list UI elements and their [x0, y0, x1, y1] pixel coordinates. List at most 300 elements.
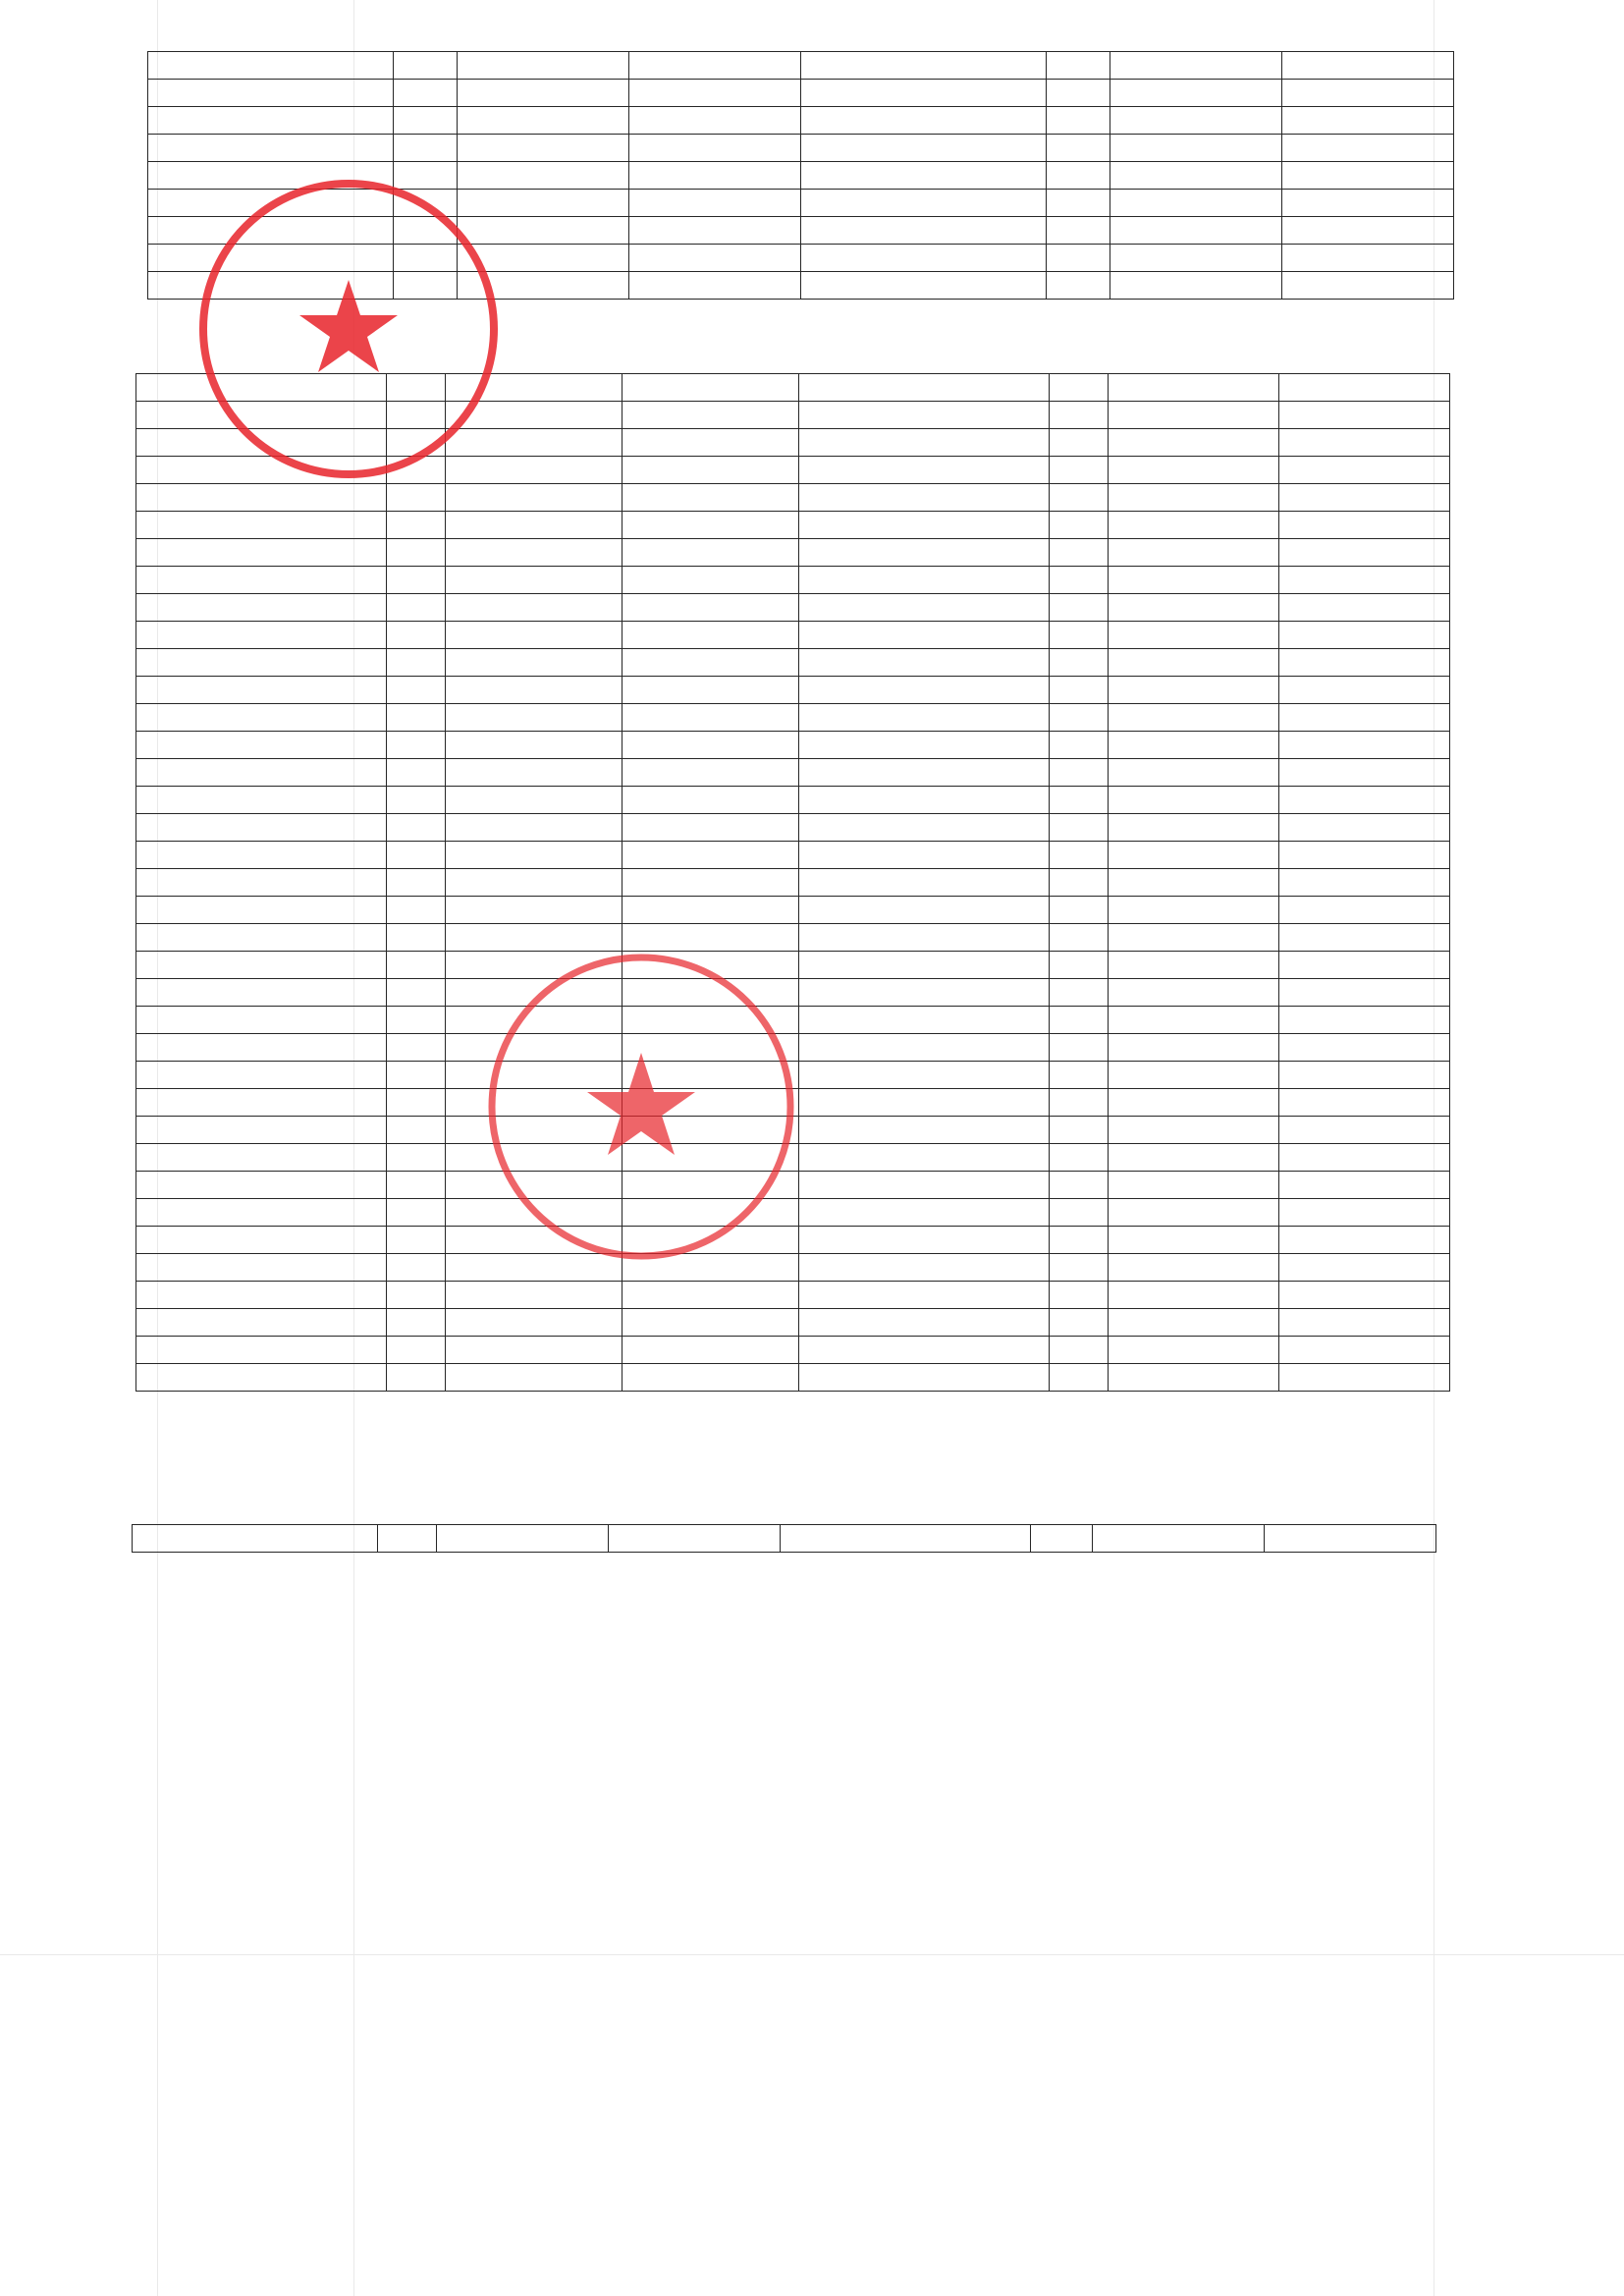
- current-amount: [446, 1117, 623, 1144]
- row-item-label: [136, 677, 387, 704]
- current-amount: [446, 1199, 623, 1227]
- ytd-amount: [1282, 52, 1454, 80]
- row-item-label: [148, 272, 394, 300]
- current-amount: [1109, 1199, 1279, 1227]
- current-amount: [446, 1007, 623, 1034]
- column-header: [609, 1525, 781, 1553]
- table-row: [148, 190, 1454, 217]
- current-amount: [1109, 1089, 1279, 1117]
- row-item-label: [136, 1034, 387, 1062]
- table-row: [136, 732, 1450, 759]
- ytd-amount: [623, 567, 799, 594]
- row-seq-number: [394, 190, 458, 217]
- ytd-amount: [1279, 787, 1450, 814]
- current-amount: [446, 1254, 623, 1282]
- row-seq-number: [387, 1282, 446, 1309]
- row-seq-number: [394, 245, 458, 272]
- ytd-amount: [623, 869, 799, 897]
- current-amount: [1109, 402, 1279, 429]
- current-amount: [1109, 594, 1279, 622]
- current-amount: [1109, 1034, 1279, 1062]
- row-seq-number: [1050, 429, 1109, 457]
- table-row: [136, 1254, 1450, 1282]
- current-amount: [1109, 567, 1279, 594]
- row-seq-number: [1050, 759, 1109, 787]
- current-amount: [1109, 649, 1279, 677]
- column-header: [799, 374, 1050, 402]
- ytd-amount: [623, 759, 799, 787]
- row-item-label: [801, 80, 1047, 107]
- row-seq-number: [1050, 594, 1109, 622]
- current-amount: [446, 594, 623, 622]
- table-row: [136, 484, 1450, 512]
- current-amount: [1109, 539, 1279, 567]
- ytd-amount: [1282, 80, 1454, 107]
- row-item-label: [136, 622, 387, 649]
- ytd-amount: [623, 1227, 799, 1254]
- row-seq-number: [394, 107, 458, 135]
- table-row: [148, 80, 1454, 107]
- table-row: [136, 677, 1450, 704]
- current-amount: [446, 1227, 623, 1254]
- column-header: [781, 1525, 1031, 1553]
- table-row: [136, 622, 1450, 649]
- current-amount: [1110, 217, 1282, 245]
- ytd-amount: [1279, 732, 1450, 759]
- row-seq-number: [1050, 1227, 1109, 1254]
- row-item-label: [799, 402, 1050, 429]
- current-amount: [446, 1337, 623, 1364]
- table-row: [136, 979, 1450, 1007]
- current-amount: [458, 190, 629, 217]
- row-seq-number: [387, 567, 446, 594]
- table-row: [136, 814, 1450, 842]
- current-amount: [1109, 1309, 1279, 1337]
- ytd-amount: [623, 1282, 799, 1309]
- current-amount: [1109, 952, 1279, 979]
- row-seq-number: [1050, 952, 1109, 979]
- ytd-amount: [623, 1254, 799, 1282]
- row-item-label: [799, 704, 1050, 732]
- row-item-label: [136, 759, 387, 787]
- row-seq-number: [387, 1007, 446, 1034]
- ytd-amount: [623, 1199, 799, 1227]
- ytd-amount: [1279, 897, 1450, 924]
- ytd-amount: [1282, 272, 1454, 300]
- row-item-label: [801, 107, 1047, 135]
- current-amount: [1109, 512, 1279, 539]
- row-seq-number: [394, 162, 458, 190]
- row-seq-number: [387, 594, 446, 622]
- current-amount: [458, 272, 629, 300]
- ytd-amount: [623, 677, 799, 704]
- current-amount: [1109, 814, 1279, 842]
- column-header: [1279, 374, 1450, 402]
- row-item-label: [136, 924, 387, 952]
- row-item-label: [801, 162, 1047, 190]
- current-amount: [1109, 924, 1279, 952]
- row-seq-number: [1050, 622, 1109, 649]
- row-seq-number: [1050, 1034, 1109, 1062]
- current-amount: [458, 107, 629, 135]
- row-seq-number: [1050, 1117, 1109, 1144]
- column-header: [1109, 374, 1279, 402]
- row-item-label: [799, 622, 1050, 649]
- row-seq-number: [387, 1062, 446, 1089]
- ytd-amount: [623, 594, 799, 622]
- row-item-label: [799, 429, 1050, 457]
- column-header: [446, 374, 623, 402]
- ytd-amount: [1279, 1089, 1450, 1117]
- column-header: [1093, 1525, 1265, 1553]
- row-item-label: [148, 162, 394, 190]
- row-item-label: [799, 1364, 1050, 1392]
- row-item-label: [136, 952, 387, 979]
- current-amount: [1109, 1254, 1279, 1282]
- ytd-amount: [1282, 190, 1454, 217]
- row-item-label: [148, 245, 394, 272]
- row-seq-number: [1047, 52, 1110, 80]
- row-item-label: [799, 924, 1050, 952]
- row-seq-number: [387, 924, 446, 952]
- table-row: [136, 594, 1450, 622]
- row-item-label: [801, 135, 1047, 162]
- row-seq-number: [1050, 869, 1109, 897]
- current-amount: [1109, 677, 1279, 704]
- table-row: [148, 107, 1454, 135]
- ytd-amount: [1282, 245, 1454, 272]
- table-body: [136, 402, 1450, 1392]
- row-seq-number: [1050, 842, 1109, 869]
- table-row: [136, 897, 1450, 924]
- ytd-amount: [1279, 1199, 1450, 1227]
- row-seq-number: [1050, 787, 1109, 814]
- row-item-label: [799, 649, 1050, 677]
- row-item-label: [799, 1337, 1050, 1364]
- table-row: [148, 52, 1454, 80]
- row-item-label: [136, 704, 387, 732]
- row-seq-number: [387, 1199, 446, 1227]
- current-amount: [1109, 1117, 1279, 1144]
- ytd-amount: [1279, 594, 1450, 622]
- row-seq-number: [1050, 1254, 1109, 1282]
- ytd-amount: [623, 1309, 799, 1337]
- row-seq-number: [1047, 217, 1110, 245]
- column-header: [378, 1525, 437, 1553]
- row-seq-number: [387, 622, 446, 649]
- ytd-amount: [623, 1337, 799, 1364]
- current-amount: [446, 704, 623, 732]
- current-amount: [1109, 457, 1279, 484]
- current-amount: [1109, 622, 1279, 649]
- current-amount: [458, 217, 629, 245]
- row-seq-number: [1050, 704, 1109, 732]
- row-seq-number: [1047, 135, 1110, 162]
- current-amount: [1109, 1227, 1279, 1254]
- current-amount: [446, 869, 623, 897]
- ytd-amount: [1282, 107, 1454, 135]
- row-item-label: [136, 842, 387, 869]
- row-seq-number: [1047, 272, 1110, 300]
- ytd-amount: [629, 52, 801, 80]
- current-amount: [446, 759, 623, 787]
- row-item-label: [799, 1007, 1050, 1034]
- row-item-label: [799, 539, 1050, 567]
- current-amount: [446, 1364, 623, 1392]
- row-item-label: [148, 217, 394, 245]
- row-seq-number: [1047, 80, 1110, 107]
- ytd-amount: [629, 80, 801, 107]
- current-amount: [446, 1282, 623, 1309]
- row-seq-number: [387, 1337, 446, 1364]
- row-seq-number: [1050, 1062, 1109, 1089]
- current-amount: [1110, 245, 1282, 272]
- row-item-label: [136, 429, 387, 457]
- ytd-amount: [623, 402, 799, 429]
- row-item-label: [136, 1199, 387, 1227]
- ytd-amount: [623, 924, 799, 952]
- table-row: [136, 924, 1450, 952]
- row-seq-number: [1050, 979, 1109, 1007]
- row-item-label: [799, 952, 1050, 979]
- ytd-amount: [1282, 162, 1454, 190]
- ytd-amount: [1279, 1117, 1450, 1144]
- ytd-amount: [1279, 1337, 1450, 1364]
- row-seq-number: [387, 979, 446, 1007]
- current-amount: [446, 539, 623, 567]
- row-item-label: [136, 1007, 387, 1034]
- ytd-amount: [623, 814, 799, 842]
- row-item-label: [799, 1227, 1050, 1254]
- ytd-amount: [1279, 952, 1450, 979]
- current-amount: [446, 1034, 623, 1062]
- row-item-label: [136, 539, 387, 567]
- ytd-amount: [1279, 1282, 1450, 1309]
- table-section-1: [147, 51, 1454, 300]
- ytd-amount: [623, 539, 799, 567]
- row-item-label: [801, 190, 1047, 217]
- row-seq-number: [387, 1172, 446, 1199]
- row-item-label: [136, 1254, 387, 1282]
- row-item-label: [799, 484, 1050, 512]
- row-seq-number: [1047, 162, 1110, 190]
- row-item-label: [136, 1337, 387, 1364]
- row-seq-number: [387, 1089, 446, 1117]
- table-row: [136, 1364, 1450, 1392]
- row-item-label: [799, 567, 1050, 594]
- row-seq-number: [387, 814, 446, 842]
- row-seq-number: [387, 539, 446, 567]
- table-row: [136, 1034, 1450, 1062]
- current-amount: [446, 842, 623, 869]
- row-item-label: [799, 1282, 1050, 1309]
- table-row: [136, 1144, 1450, 1172]
- current-amount: [458, 52, 629, 80]
- row-seq-number: [387, 1364, 446, 1392]
- table-row: [136, 1282, 1450, 1309]
- row-item-label: [136, 1117, 387, 1144]
- ytd-amount: [1279, 1364, 1450, 1392]
- current-amount: [446, 512, 623, 539]
- row-item-label: [801, 217, 1047, 245]
- table-row: [136, 1089, 1450, 1117]
- table-row: [148, 217, 1454, 245]
- row-item-label: [799, 979, 1050, 1007]
- row-item-label: [799, 1199, 1050, 1227]
- ytd-amount: [623, 457, 799, 484]
- table-row: [136, 402, 1450, 429]
- row-item-label: [799, 1172, 1050, 1199]
- current-amount: [446, 732, 623, 759]
- row-item-label: [136, 567, 387, 594]
- row-seq-number: [1050, 402, 1109, 429]
- ytd-amount: [623, 979, 799, 1007]
- row-seq-number: [1050, 1089, 1109, 1117]
- row-item-label: [799, 814, 1050, 842]
- table-row: [136, 1062, 1450, 1089]
- column-header: [1265, 1525, 1436, 1553]
- row-seq-number: [387, 897, 446, 924]
- current-amount: [1109, 979, 1279, 1007]
- ytd-amount: [1279, 1034, 1450, 1062]
- row-seq-number: [394, 52, 458, 80]
- ytd-amount: [623, 429, 799, 457]
- row-seq-number: [1047, 107, 1110, 135]
- current-amount: [1109, 1364, 1279, 1392]
- row-seq-number: [387, 1309, 446, 1337]
- current-amount: [446, 567, 623, 594]
- row-item-label: [799, 1144, 1050, 1172]
- row-seq-number: [394, 135, 458, 162]
- ytd-amount: [629, 217, 801, 245]
- current-amount: [1110, 80, 1282, 107]
- ytd-amount: [1279, 1309, 1450, 1337]
- row-item-label: [799, 1254, 1050, 1282]
- row-seq-number: [1050, 457, 1109, 484]
- row-item-label: [136, 484, 387, 512]
- current-amount: [446, 897, 623, 924]
- row-seq-number: [387, 1144, 446, 1172]
- row-item-label: [799, 897, 1050, 924]
- row-seq-number: [1050, 897, 1109, 924]
- table-row: [136, 649, 1450, 677]
- table-header-row: [133, 1525, 1436, 1553]
- row-item-label: [148, 80, 394, 107]
- table-row: [136, 1309, 1450, 1337]
- row-item-label: [136, 1364, 387, 1392]
- current-amount: [1109, 732, 1279, 759]
- current-amount: [446, 1144, 623, 1172]
- row-item-label: [801, 52, 1047, 80]
- current-amount: [1110, 272, 1282, 300]
- row-seq-number: [1050, 539, 1109, 567]
- row-item-label: [799, 512, 1050, 539]
- row-seq-number: [1050, 924, 1109, 952]
- table-row: [136, 567, 1450, 594]
- ytd-amount: [1279, 814, 1450, 842]
- current-amount: [446, 814, 623, 842]
- current-amount: [446, 952, 623, 979]
- table-row: [136, 1007, 1450, 1034]
- table-row: [148, 162, 1454, 190]
- current-amount: [1109, 787, 1279, 814]
- row-seq-number: [394, 217, 458, 245]
- row-item-label: [136, 869, 387, 897]
- current-amount: [458, 135, 629, 162]
- table-section-2: [135, 373, 1450, 1392]
- current-amount: [446, 622, 623, 649]
- row-item-label: [799, 732, 1050, 759]
- current-amount: [446, 402, 623, 429]
- ytd-amount: [1279, 1062, 1450, 1089]
- table-row: [136, 1199, 1450, 1227]
- row-seq-number: [1047, 190, 1110, 217]
- row-item-label: [136, 1172, 387, 1199]
- current-amount: [1109, 1062, 1279, 1089]
- current-amount: [1109, 429, 1279, 457]
- column-header: [387, 374, 446, 402]
- row-seq-number: [387, 402, 446, 429]
- row-item-label: [136, 1227, 387, 1254]
- ytd-amount: [623, 952, 799, 979]
- row-item-label: [148, 135, 394, 162]
- ytd-amount: [1279, 759, 1450, 787]
- row-seq-number: [1050, 1007, 1109, 1034]
- ytd-amount: [1279, 677, 1450, 704]
- row-item-label: [801, 245, 1047, 272]
- ytd-amount: [1279, 1007, 1450, 1034]
- ytd-amount: [623, 1034, 799, 1062]
- row-item-label: [799, 842, 1050, 869]
- ytd-amount: [623, 1117, 799, 1144]
- table-row: [136, 539, 1450, 567]
- ytd-amount: [629, 190, 801, 217]
- current-amount: [446, 649, 623, 677]
- table-row: [136, 869, 1450, 897]
- row-seq-number: [387, 1117, 446, 1144]
- table-row: [136, 1172, 1450, 1199]
- current-amount: [446, 924, 623, 952]
- row-seq-number: [387, 759, 446, 787]
- ytd-amount: [1279, 1227, 1450, 1254]
- row-item-label: [136, 1282, 387, 1309]
- current-amount: [446, 787, 623, 814]
- current-amount: [446, 677, 623, 704]
- ytd-amount: [629, 107, 801, 135]
- ytd-amount: [1279, 484, 1450, 512]
- row-item-label: [799, 1089, 1050, 1117]
- row-item-label: [799, 1062, 1050, 1089]
- ytd-amount: [623, 1062, 799, 1089]
- ytd-amount: [1279, 429, 1450, 457]
- row-seq-number: [1050, 1199, 1109, 1227]
- row-seq-number: [1050, 1364, 1109, 1392]
- row-item-label: [136, 1062, 387, 1089]
- ytd-amount: [623, 704, 799, 732]
- table-row: [136, 952, 1450, 979]
- row-item-label: [136, 732, 387, 759]
- ytd-amount: [623, 484, 799, 512]
- current-amount: [1110, 107, 1282, 135]
- column-header: [1031, 1525, 1093, 1553]
- row-seq-number: [1050, 1144, 1109, 1172]
- table-row: [148, 135, 1454, 162]
- table-row: [136, 759, 1450, 787]
- row-item-label: [799, 787, 1050, 814]
- row-seq-number: [1050, 567, 1109, 594]
- table-header-row: [136, 374, 1450, 402]
- row-item-label: [148, 107, 394, 135]
